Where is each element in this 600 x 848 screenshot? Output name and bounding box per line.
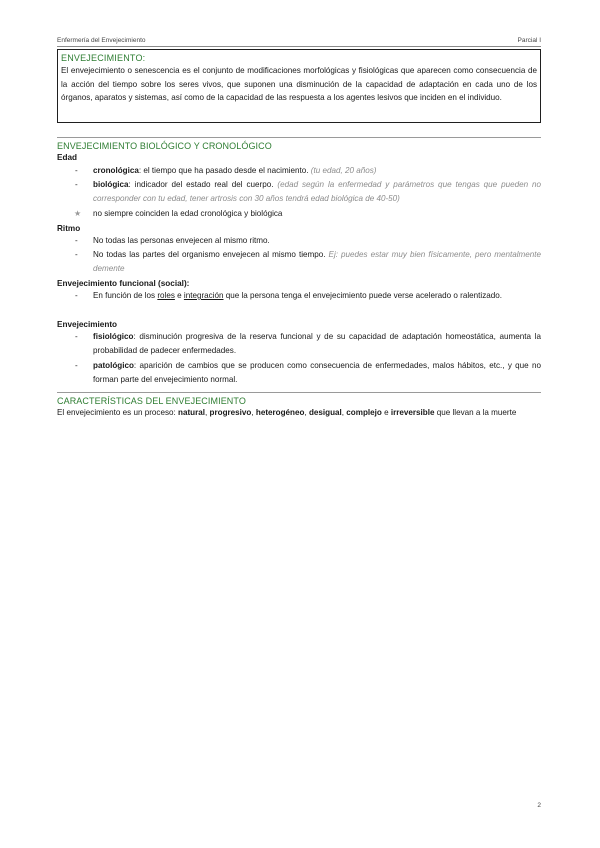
section-divider bbox=[57, 392, 541, 393]
section2-paragraph: El envejecimiento es un proceso: natural, progresivo, heterogéneo, desigual, complejo e irreversible que llevan a la muerte bbox=[57, 408, 517, 417]
term: patológico bbox=[93, 361, 134, 370]
header-divider bbox=[57, 46, 541, 47]
header-course: Enfermería del Envejecimiento bbox=[57, 37, 146, 44]
definition-text: El envejecimiento o senescencia es el conjunto de modificaciones morfológicas y fisiológicas que aparecen como consecuencia de la acción del tiempo sobre los seres vivos, que suponen una disminución de la capacidad de adaptación en cada uno de los órganos, aparatos y sistemas, así como de la capacidad de las respuesta a los agentes lesivos que inciden en el individuo. bbox=[61, 66, 537, 103]
document-page: Enfermería del Envejecimiento Parcial I ENVEJECIMIENTO: El envejecimiento o senescencia es el conjunto de modificaciones morfológicas y fisiológicas que aparecen como consecuencia de la acción del tiempo sobre los seres vivos, que suponen una disminución de la capacidad de adaptación en cada uno de los órganos, aparatos y sistemas, así como de la capacidad de las respuesta a los agentes lesivos que inciden en el individuo. ENVEJECIMIENTO BIOLÓGICO Y CRONOLÓGICO Edad - cronológica: el tiempo que ha pasado desde el nacimiento. (tu edad, 20 años) - biológica: indicador del estado real del cuerpo. (edad según la enfermedad y parámetros que tengas que pueden no corresponder con tu edad, tener artrosis con 30 años tendrá edad biológica de 40-50) ★ no siempre coinciden la edad cronológica y biológica Ritmo - No todas las personas envejecen al mismo ritmo. - No todas las partes del organismo envejecen al mismo tiempo. Ej: puedes estar muy bien físicamente, pero mentalmente demente Envejecimiento funcional (social): - En función de los roles e integración que la persona tenga el envejecimiento puede verse acelerado o ralentizado. Envejecimiento - fisiológico: disminución progresiva de la reserva funcional y de su capacidad de adaptación homeostática, aumenta la probabilidad de padecer enfermedades. - patológico: aparición de cambios que se producen como consecuencia de enfermedades, malos hábitos, etc., y que no forman parte del envejecimiento normal. CARACTERÍSTICAS DEL ENVEJECIMIENTO El envejecimiento es un proceso: natural, progresivo, heterogéneo, desigual, complejo e irreversible que llevan a la muerte 2 bbox=[57, 37, 542, 809]
note: Ej: puedes estar muy bien físicamente, pero mentalmente demente bbox=[93, 250, 542, 274]
definition-box bbox=[57, 49, 541, 123]
header-term: Parcial I bbox=[517, 37, 541, 44]
envejecimiento-label: Envejecimiento bbox=[57, 320, 118, 329]
section-divider bbox=[57, 137, 541, 138]
star-icon: ★ bbox=[74, 209, 82, 218]
term: biológica bbox=[93, 180, 129, 189]
section1-title: ENVEJECIMIENTO BIOLÓGICO Y CRONOLÓGICO bbox=[57, 141, 272, 151]
term: fisiológico bbox=[93, 332, 134, 341]
edad-label: Edad bbox=[57, 153, 78, 162]
note: (tu edad, 20 años) bbox=[310, 166, 377, 175]
page-number: 2 bbox=[537, 802, 541, 809]
note: (edad según la enfermedad y parámetros que tengas que pueden no corresponder con tu edad, tener artrosis con 30 años tendrá edad biológica de 40-50) bbox=[93, 180, 542, 204]
term: cronológica bbox=[93, 166, 139, 175]
ritmo-label: Ritmo bbox=[57, 224, 81, 233]
section2-title: CARACTERÍSTICAS DEL ENVEJECIMIENTO bbox=[57, 396, 246, 406]
definition-title: ENVEJECIMIENTO: bbox=[61, 53, 146, 63]
funcional-label: Envejecimiento funcional (social): bbox=[57, 279, 190, 288]
